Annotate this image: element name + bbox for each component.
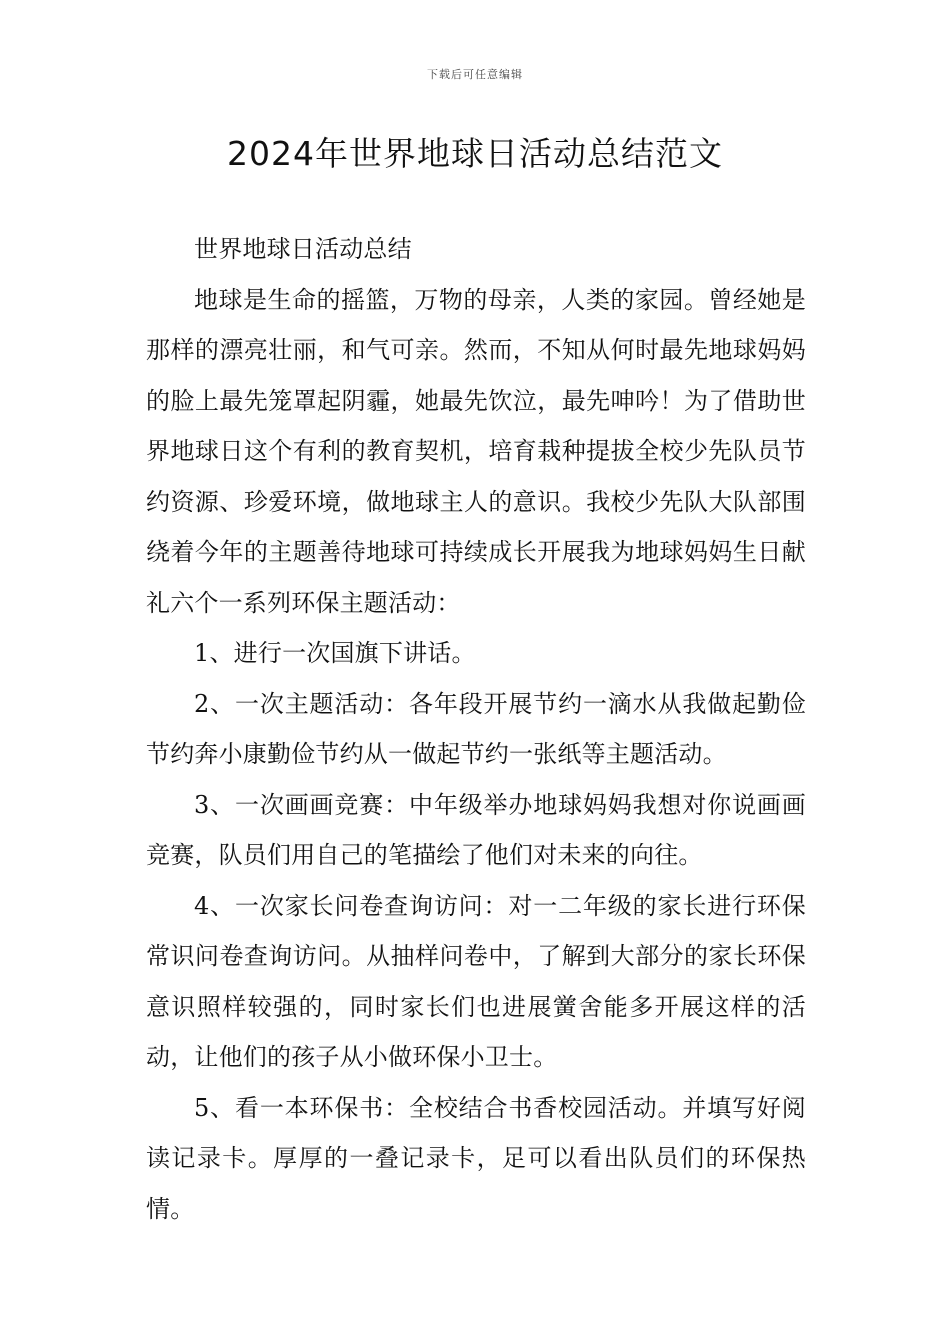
document-body: [146, 224, 806, 1234]
list-item-3: 3、一次画画竞赛：中年级举办地球妈妈我想对你说画画竞赛，队员们用自己的笔描绘了他们对未来的向往。: [146, 790, 806, 869]
header-note: 下载后可任意编辑: [427, 68, 523, 81]
list-item-4: 4、一次家长问卷查询访问：对一二年级的家长进行环保常识问卷查询访问。从抽样问卷中，了解到大部分的家长环保意识照样较强的，同时家长们也进展黉舍能多开展这样的活动，让他们的孩子从小做环保小卫士。: [146, 891, 806, 1071]
subtitle-paragraph: 世界地球日活动总结: [194, 235, 412, 263]
list-item-2: 2、一次主题活动：各年段开展节约一滴水从我做起勤俭节约奔小康勤俭节约从一做起节约一张纸等主题活动。: [146, 689, 806, 768]
intro-paragraph: 地球是生命的摇篮，万物的母亲，人类的家园。曾经她是那样的漂亮壮丽，和气可亲。然而，不知从何时最先地球妈妈的脸上最先笼罩起阴霾，她最先饮泣，最先呻吟！为了借助世界地球日这个有利的教育契机，培育栽种提拔全校少先队员节约资源、珍爱环境，做地球主人的意识。我校少先队大队部围绕着今年的主题善待地球可持续成长开展我为地球妈妈生日献礼六个一系列环保主题活动：: [146, 285, 806, 617]
list-item-5: 5、看一本环保书：全校结合书香校园活动。并填写好阅读记录卡。厚厚的一叠记录卡，足可以看出队员们的环保热情。: [146, 1093, 806, 1223]
list-item-1: 1、进行一次国旗下讲话。: [194, 639, 476, 667]
document-title: 2024年世界地球日活动总结范文: [227, 134, 723, 173]
